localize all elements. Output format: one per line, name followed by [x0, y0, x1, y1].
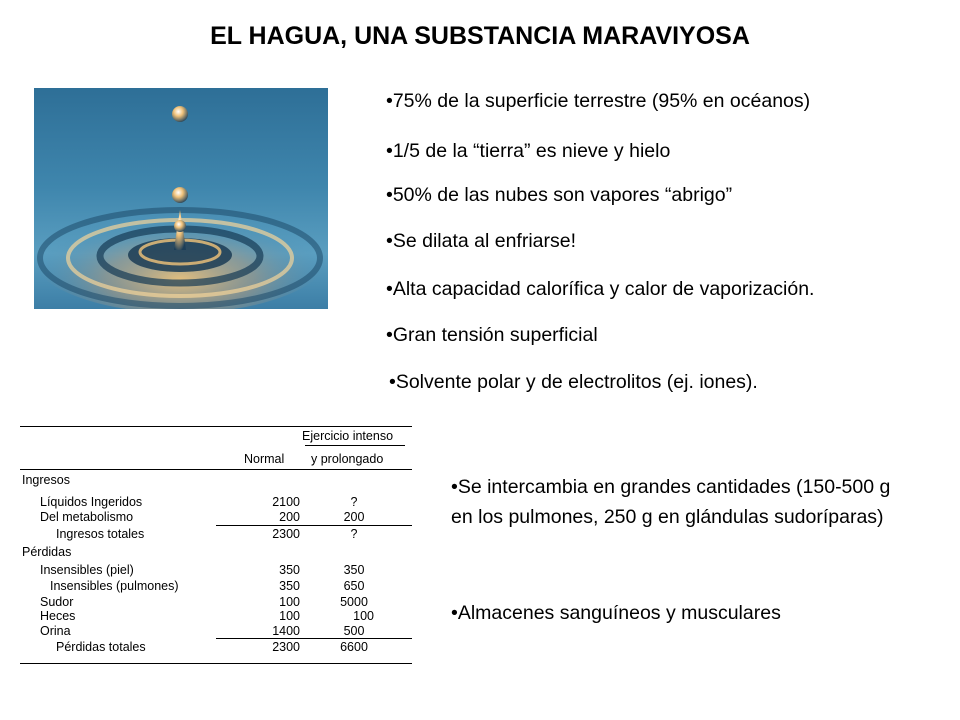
table-rule	[305, 445, 405, 446]
row-label: Ingresos totales	[56, 527, 145, 541]
cell-normal: 100	[279, 595, 300, 609]
cell-exercise: 650	[343, 579, 365, 593]
storage-bullet: •Almacenes sanguíneos y musculares	[451, 602, 781, 624]
header-normal: Normal	[244, 452, 285, 466]
section-label: Pérdidas	[22, 545, 72, 559]
table-rule	[20, 469, 412, 470]
table-rule	[216, 638, 412, 639]
fact-item: •Gran tensión superficial	[386, 324, 598, 346]
fact-item: •50% de las nubes son vapores “abrigo”	[386, 184, 733, 206]
header-exercise: y prolongado	[311, 452, 384, 466]
cell-exercise: 100	[353, 609, 374, 623]
cell-normal: 350	[279, 563, 300, 577]
cell-normal: 2300	[272, 640, 300, 654]
fact-item: •1/5 de la “tierra” es nieve y hielo	[386, 140, 671, 162]
cell-exercise: 6600	[340, 640, 368, 654]
row-label: Sudor	[40, 595, 74, 609]
fact-item: •Alta capacidad calorífica y calor de vaporización.	[386, 278, 815, 300]
header-exercise-top: Ejercicio intenso	[302, 429, 394, 443]
table-rule	[216, 525, 412, 526]
cell-normal: 100	[279, 609, 300, 623]
cell-normal: 200	[279, 510, 300, 524]
fact-item: •Solvente polar y de electrolitos (ej. iones).	[389, 371, 758, 393]
cell-normal: 1400	[272, 624, 300, 638]
exchange-bullet: •Se intercambia en grandes cantidades (150-500 g en los pulmones, 250 g en glándulas sudoríparas)	[451, 476, 891, 528]
slide-title: EL HAGUA, UNA SUBSTANCIA MARAVIYOSA	[210, 22, 750, 50]
cell-exercise: 500	[343, 624, 365, 638]
row-label: Del metabolismo	[40, 510, 134, 524]
table-rule	[20, 663, 412, 664]
cell-exercise: ?	[350, 527, 358, 541]
cell-exercise: 350	[343, 563, 365, 577]
water-balance-table	[20, 426, 412, 664]
cell-normal: 2300	[272, 527, 300, 541]
section-label: Ingresos	[22, 473, 70, 487]
row-label: Orina	[40, 624, 71, 638]
row-label: Pérdidas totales	[56, 640, 146, 654]
row-label: Insensibles (piel)	[40, 563, 134, 577]
row-label: Líquidos Ingeridos	[40, 495, 143, 509]
cell-exercise: 200	[343, 510, 365, 524]
cell-normal: 2100	[272, 495, 300, 509]
table-rule	[20, 426, 412, 427]
row-label: Heces	[40, 609, 76, 623]
cell-exercise: ?	[350, 495, 358, 509]
row-label: Insensibles (pulmones)	[50, 579, 179, 593]
fact-item: •Se dilata al enfriarse!	[386, 230, 577, 252]
water-drop-photo	[34, 88, 328, 309]
cell-normal: 350	[279, 579, 300, 593]
fact-item: •75% de la superficie terrestre (95% en océanos)	[386, 90, 811, 112]
cell-exercise: 5000	[340, 595, 368, 609]
